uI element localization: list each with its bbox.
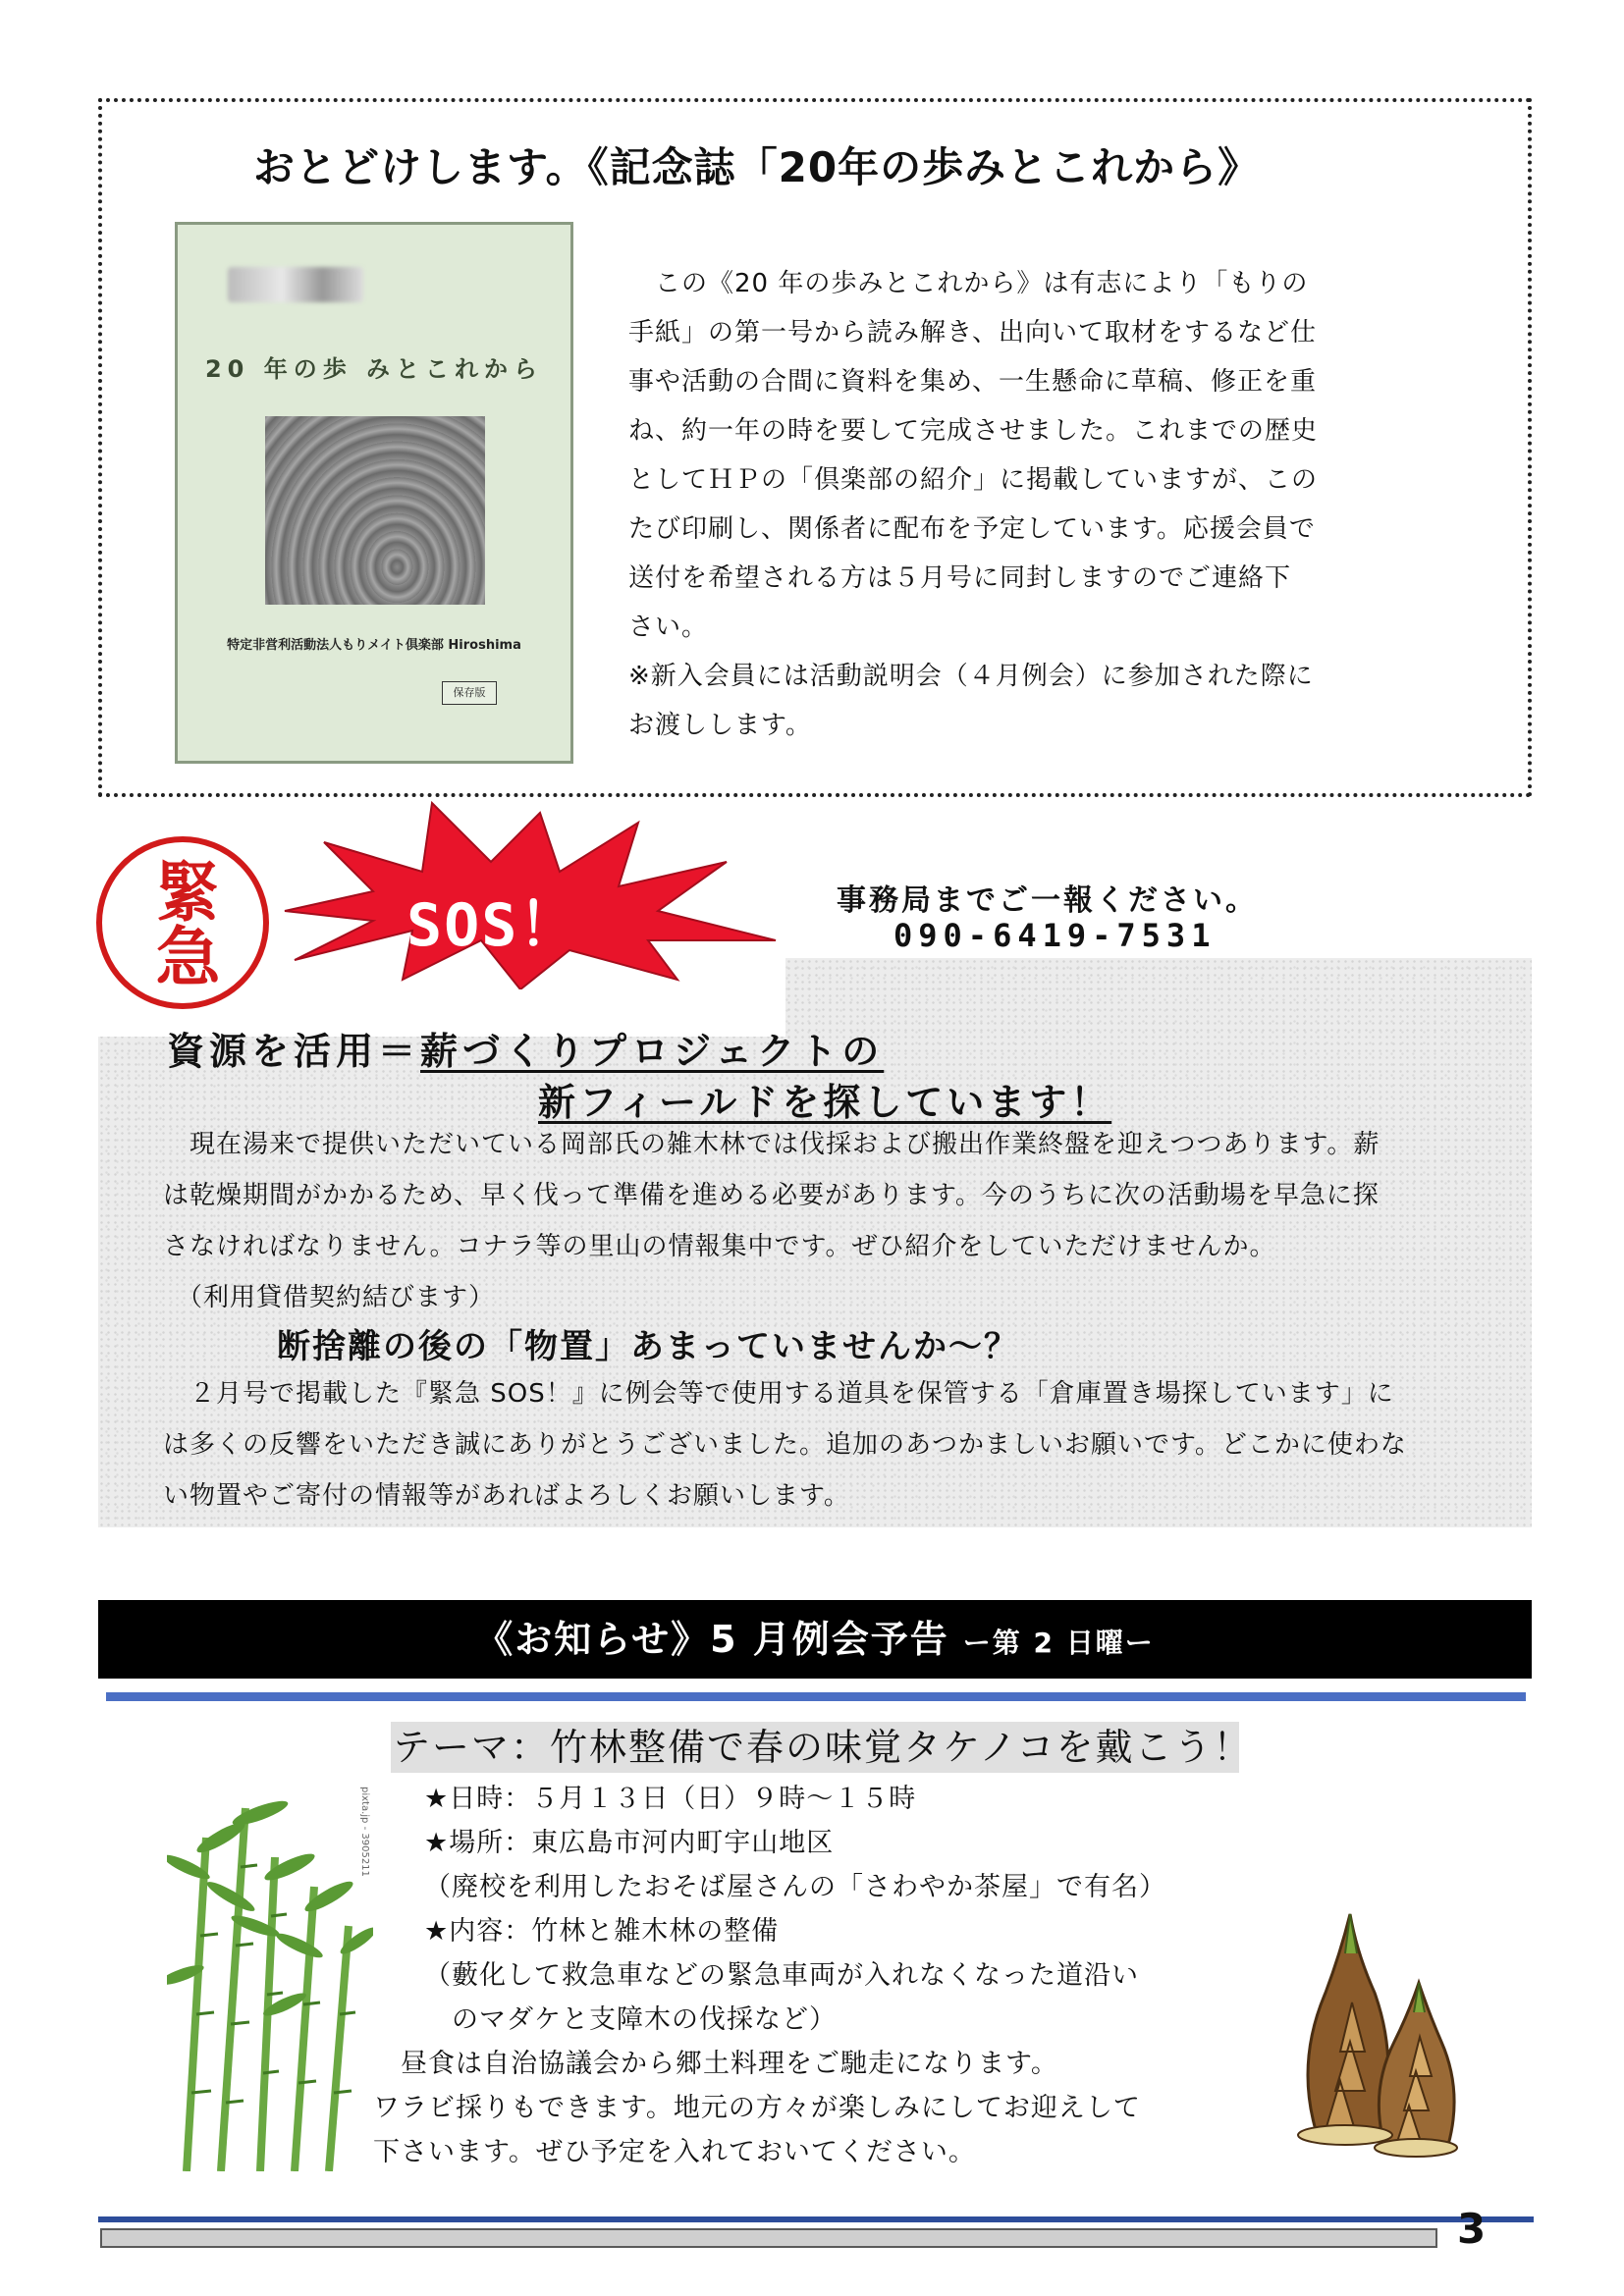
- booklet-cover-publisher: 特定非営利活動法人もりメイト倶楽部 Hiroshima: [227, 638, 521, 653]
- booklet-cover-title: 20 年の歩 みとこれから: [204, 355, 544, 383]
- storage-body-line: は多くの反響をいただき誠にありがとうございました。追加のあつかましいお願いです。どこかに使わな: [163, 1430, 1407, 1460]
- contact-phone: 090-6419-7531: [893, 917, 1217, 954]
- bamboo-shoot-illustration: [1286, 1895, 1473, 2160]
- wood-grain-image: [265, 416, 485, 605]
- booklet-heading: おとどけします。《記念誌「20年の歩みとこれから》: [253, 143, 1261, 191]
- notice-body: [373, 1777, 1288, 2174]
- storage-body-line: ２月号で掲載した『緊急 SOS！』に例会等で使用する道具を保管する「倉庫置き場探しています」に: [163, 1379, 1394, 1409]
- notice-divider: [106, 1692, 1526, 1701]
- notice-body-line: 下さいます。ぜひ予定を入れておいてください。: [373, 2137, 976, 2167]
- emergency-stamp-text: 緊急: [144, 858, 221, 988]
- firewood-title: [167, 1021, 884, 1075]
- booklet-body-line: たび印刷し、関係者に配布を予定しています。応援会員で: [628, 514, 1316, 544]
- footer-bar: [100, 2228, 1437, 2248]
- booklet-body-line: お渡しします。: [628, 711, 812, 740]
- booklet-body-line: 手紙」の第一号から読み解き、出向いて取材をするなど仕: [628, 318, 1317, 347]
- booklet-cover-badge: 保存版: [442, 681, 497, 705]
- theme-text: テーマ：竹林整備で春の味覚タケノコを戴こう！: [393, 1726, 1253, 1769]
- bamboo-credit: pixta.jp - 3905211: [359, 1787, 370, 1877]
- storage-body: [163, 1368, 1524, 1522]
- firewood-title-line2: 新フィールドを探しています！: [538, 1081, 1112, 1124]
- notice-body-line: ワラビ採りもできます。地元の方々が楽しみにしてお迎えして: [373, 2093, 1141, 2123]
- storage-body-line: い物置やご寄付の情報等があればよろしくお願いします。: [163, 1481, 850, 1511]
- notice-title: [98, 1600, 1532, 1679]
- booklet-body-line: としてＨＰの「倶楽部の紹介」に掲載していますが、この: [628, 465, 1319, 495]
- footer-rule: [98, 2216, 1534, 2222]
- notice-body-line: 昼食は自治協議会から郷土料理をご馳走になります。: [373, 2049, 1058, 2079]
- contact-label: 事務局までご一報ください。: [837, 883, 1258, 918]
- notice-body-line: （藪化して救急車などの緊急車両が入れなくなった道沿い: [424, 1960, 1139, 1991]
- booklet-body-line: この《20 年の歩みとこれから》は有志により「もりの: [628, 269, 1309, 298]
- firewood-title-line1: 薪づくりプロジェクトの: [420, 1030, 885, 1073]
- page-number: 3: [1457, 2205, 1487, 2253]
- sos-label: SOS！: [406, 891, 580, 960]
- firewood-body-line: （利用貸借契約結びます）: [163, 1283, 496, 1312]
- notice-body-line: のマダケと支障木の伐採など）: [424, 2004, 837, 2035]
- firewood-body-line: は乾燥期間がかかるため、早く伐って準備を進める必要があります。今のうちに次の活動場を早急に探: [163, 1181, 1380, 1210]
- firewood-title-prefix: 資源を活用＝: [167, 1030, 421, 1073]
- notice-title-text: 《お知らせ》5 月例会予告: [475, 1618, 949, 1661]
- booklet-body-line: 送付を希望される方は５月号に同封しますのでご連絡下: [628, 563, 1292, 593]
- firewood-body: [163, 1119, 1518, 1323]
- bamboo-illustration: [167, 1779, 373, 2171]
- booklet-body-line: ね、約一年の時を要して完成させました。これまでの歴史: [628, 416, 1319, 446]
- booklet-body-line: ※新入会員には活動説明会（４月例会）に参加された際に: [628, 662, 1314, 691]
- booklet-body-line: さい。: [628, 613, 709, 642]
- booklet-body: [628, 259, 1384, 750]
- notice-subtitle: ー第 2 日曜ー: [962, 1627, 1155, 1659]
- notice-body-line: （廃校を利用したおそば屋さんの「さわやか茶屋」で有名）: [424, 1872, 1166, 1902]
- storage-heading: 断捨離の後の「物置」あまっていませんか～？: [277, 1327, 1019, 1366]
- booklet-cover-logo: [228, 267, 363, 302]
- notice-body-line: ★場所：東広島市河内町宇山地区: [424, 1828, 835, 1858]
- firewood-body-line: さなければなりません。コナラ等の里山の情報集中です。ぜひ紹介をしていただけませんか。: [163, 1232, 1276, 1261]
- notice-body-line: ★日時：５月１３日（日）９時～１５時: [424, 1784, 917, 1814]
- booklet-body-line: 事や活動の合間に資料を集め、一生懸命に草稿、修正を重: [628, 367, 1317, 397]
- notice-body-line: ★内容：竹林と雑木林の整備: [424, 1916, 780, 1947]
- firewood-body-line: 現在湯来で提供いただいている岡部氏の雑木林では伐採および搬出作業終盤を迎えつつあります。薪: [163, 1130, 1380, 1159]
